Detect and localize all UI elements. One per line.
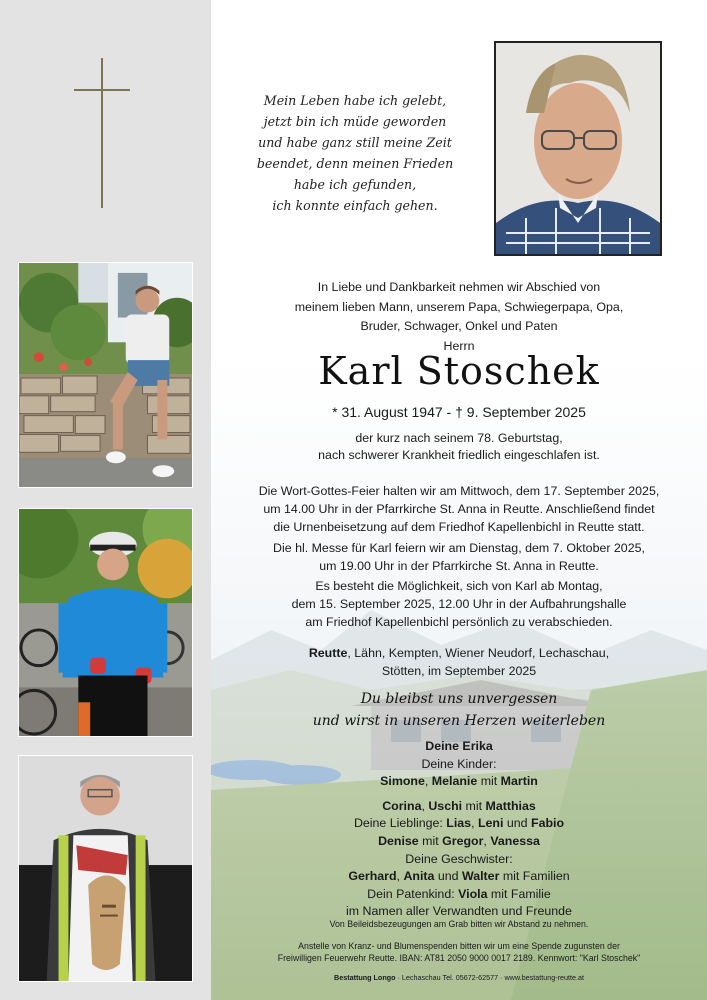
poem-line: Mein Leben habe ich gelebt, [263,93,447,108]
intro-text [226,278,692,356]
passing-line: nach schwerer Krankheit friedlich eingeschlafen ist. [318,448,600,462]
godchild-line: Dein Patenkind: Viola mit Familie [367,886,551,901]
deceased-name: Karl Stoschek [318,349,600,393]
mass-line: Die hl. Messe für Karl feiern wir am Dienstag, dem 7. Oktober 2025, [273,541,645,555]
portrait-photo [494,41,662,256]
condolence-note: Von Beileidsbezeugungen am Grab bitten wir Abstand zu nehmen. [329,919,589,929]
family-list [226,738,692,921]
poem-line: ich konnte einfach gehen. [272,198,438,213]
siblings-names: Gerhard, Anita und Walter mit Familien [348,869,570,884]
siblings-label: Deine Geschwister: [405,851,513,866]
ceremony-line: die Urnenbeisetzung auf dem Friedhof Kapellenbichl in Reutte statt. [273,520,645,534]
remembrance-quote [226,688,692,732]
photo-sitting-on-wall [18,262,193,488]
passing-text [226,430,692,464]
poem [240,90,470,216]
intro-line: meinem lieben Mann, unserem Papa, Schwiegerpapa, Opa, [294,299,624,314]
ceremony-line: um 14.00 Uhr in der Pfarrkirche St. Anna in Reutte. Anschließend findet [263,502,655,516]
intro-line: Bruder, Schwager, Onkel und Paten [360,319,558,333]
intro-line: In Liebe und Dankbarkeit nehmen wir Abschied von [317,280,601,294]
children-names: Simone, Melanie mit Martin [380,774,538,789]
cross-icon [74,58,130,208]
grandchildren-group-a: Corina, Uschi mit Matthias [382,798,536,813]
remembrance-line: Du bleibst uns unvergessen [360,691,558,707]
farewell-line: Es besteht die Möglichkeit, sich von Karl ab Montag, [315,579,603,593]
farewell-line: dem 15. September 2025, 12.00 Uhr in der Aufbahrungshalle [291,597,627,611]
passing-line: der kurz nach seinem 78. Geburtstag, [355,431,563,445]
funeral-home-footer [226,973,692,983]
poem-line: beendet, denn meinen Frieden [256,156,454,171]
place-reutte: Reutte [308,646,348,660]
places-date: Stötten, im September 2025 [381,664,537,678]
mass-line: um 19.00 Uhr in der Pfarrkirche St. Anna in Reutte. [319,559,599,573]
relatives-line: im Namen aller Verwandten und Freunde [346,904,572,919]
ceremony-paragraph [226,482,692,536]
poem-line: habe ich gefunden, [293,177,417,192]
farewell-paragraph [226,577,692,631]
remembrance-line: und wirst in unseren Herzen weiterleben [312,713,606,729]
company-contact: · Lechaschau Tel. 05672-62577 · www.bestattung-reutte.at [395,973,584,982]
company-name: Bestattung Longo [334,973,396,982]
photo-with-plaque [18,755,193,982]
poem-line: und habe ganz still meine Zeit [258,135,452,150]
mass-paragraph [226,539,692,575]
places-line [226,644,692,680]
intro-line: Herrn [443,338,475,353]
donation-note: Anstelle von Kranz- und Blumenspenden bitten wir um eine Spende zugunsten der Freiwilligen Feuerwehr Reutte. IBAN: AT81 2050 9000 0017 2189. Kennwort: "Karl Stoschek" [277,941,641,963]
farewell-line: am Friedhof Kapellenbichl persönlich zu verabschieden. [305,615,613,629]
life-dates: * 31. August 1947 - † 9. September 2025 [332,404,586,420]
grandchildren-group-c: Denise mit Gregor, Vanessa [378,833,540,848]
photo-cyclist [18,508,193,737]
places-rest: , Lähn, Kempten, Wiener Neudorf, Lechaschau, [347,646,610,660]
wife-name: Deine Erika [425,739,493,753]
ceremony-line: Die Wort-Gottes-Feier halten wir am Mittwoch, dem 17. September 2025, [258,484,660,498]
poem-line: jetzt bin ich müde geworden [263,114,447,129]
grandchildren-group-b: Deine Lieblinge: Lias, Leni und Fabio [353,816,565,831]
children-label: Deine Kinder: [421,756,497,771]
